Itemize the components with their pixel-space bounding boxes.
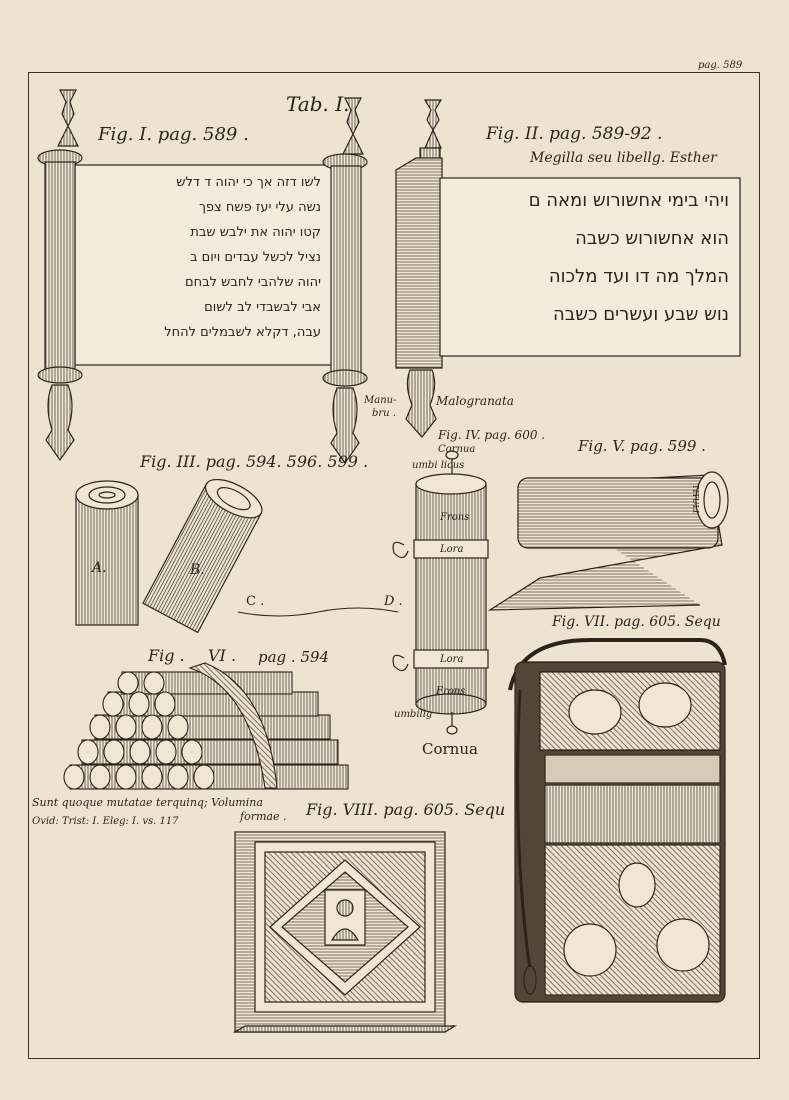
fig3-letter-b: B.: [190, 562, 205, 578]
ovid-quote-line-1: Sunt quoque mutatae terquinq; Volumina: [32, 796, 263, 809]
fig2-subtitle: Megilla seu libellg. Esther: [530, 150, 717, 166]
fig4-label: Fig. IV. pag. 600 .: [438, 428, 546, 442]
ovid-quote-line-2: Ovid: Trist: I. Eleg: I. vs. 117: [32, 816, 179, 827]
fig4-frons-top: Frons: [440, 512, 470, 523]
fig6-stack-of-rolls: [64, 663, 348, 789]
fig3-rolls: [76, 472, 398, 633]
fig3-letter-d: D .: [384, 594, 403, 609]
fig7-ornate-case: [510, 640, 725, 1002]
fig4-cornua-top: Cornua: [438, 444, 476, 455]
corner-page-number: pag. 589: [698, 60, 743, 71]
fig4-umbilicus-bottom: umbilig: [394, 709, 433, 720]
fig2-manubrium-label-2: bru .: [372, 408, 396, 419]
fig7-label: Fig. VII. pag. 605. Sequ: [552, 614, 721, 630]
fig3-label: Fig. III. pag. 594. 596. 599 .: [140, 452, 369, 471]
fig8-label: Fig. VIII. pag. 605. Sequ: [306, 800, 506, 819]
fig4-lora-top: Lora: [440, 544, 464, 555]
fig8-book-cover: [235, 832, 455, 1032]
fig1-line: נשה עלי יעז פשח צפך: [198, 200, 321, 215]
fig1-line: לשו דזה אך כי יהוה ד דלש: [176, 175, 321, 190]
fig5-titulus: TITULI: [691, 484, 700, 514]
fig1-line: עבה, דקלא לשבמלים להחל: [164, 325, 321, 340]
fig2-manubrium-label: Manu-: [364, 395, 397, 406]
fig6-label-fig: Fig .: [148, 646, 185, 665]
fig4-cornua-bottom: Cornua: [422, 740, 478, 758]
fig3-letter-a: A.: [92, 560, 107, 576]
fig1-left-roller: [38, 90, 82, 460]
fig2-line: ויהי בימי אחשורוש ומאה ם: [528, 190, 729, 211]
fig1-line: אבי לבשבדי לב לשום: [204, 300, 321, 315]
plate-title: Tab. I.: [286, 92, 350, 116]
fig5-label: Fig. V. pag. 599 .: [578, 437, 706, 455]
fig4-lora-bottom: Lora: [440, 654, 464, 665]
fig2-label: Fig. II. pag. 589-92 .: [486, 124, 663, 144]
fig2-line: הוא אחשורוש כשבה: [575, 228, 729, 249]
fig6-label-number: VI .: [208, 646, 237, 665]
ovid-quote-formae: formae .: [240, 810, 287, 823]
fig1-line: יהוה שלהבי לחבש לבחם: [185, 275, 321, 290]
fig1-line: קטו יהוה את ילבש שבת: [190, 225, 321, 240]
fig1-label: Fig. I. pag. 589 .: [98, 124, 249, 145]
fig6-label-page: pag . 594: [258, 648, 330, 666]
fig4-frons-bottom: Frons: [436, 686, 466, 697]
fig2-line: נוש שבע ועשרים כשבה: [553, 304, 729, 325]
fig2-malogranata-label: Malogranata: [436, 394, 514, 408]
fig3-letter-c: C .: [246, 594, 265, 609]
fig4-umbilicus-top: umbi licus: [412, 460, 465, 471]
fig1-line: נציל לכשל עבדים ויום ב: [189, 250, 321, 265]
fig2-line: המלך מה דו ועד מלכוה: [548, 266, 729, 287]
